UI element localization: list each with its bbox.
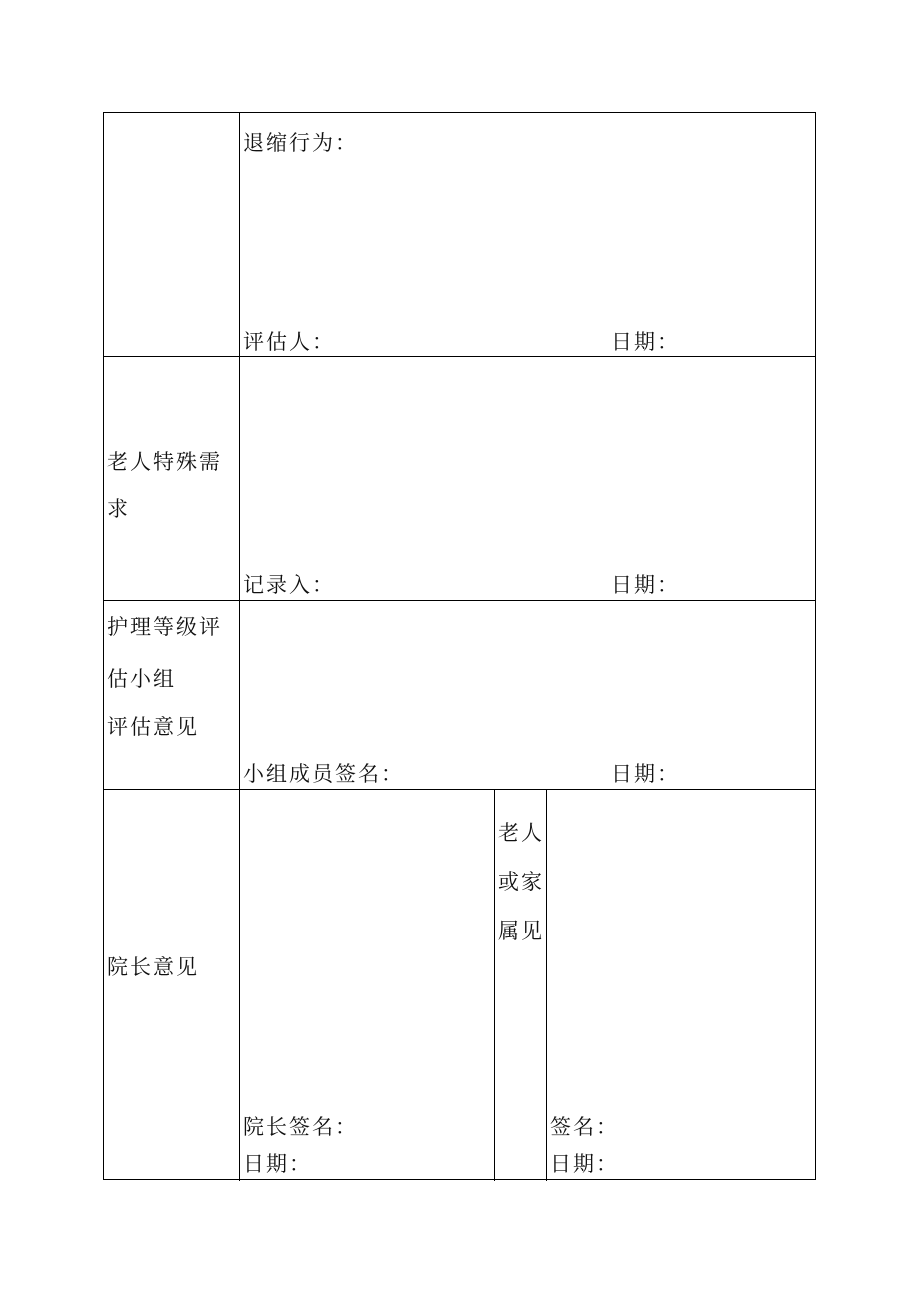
family-opinion-label-line3: 属见 [498,919,544,943]
recorder-signature-label: 记录入： [243,573,335,597]
special-needs-label-line1: 老人特殊需 [107,450,222,474]
family-date-label: 日期： [550,1152,619,1176]
assessment-form-table [103,112,816,1180]
special-needs-date-label: 日期： [611,573,680,597]
family-opinion-label-line1: 老人 [498,821,544,845]
row-divider [104,600,815,601]
row-divider [104,789,815,790]
withdrawal-date-label: 日期： [611,330,680,354]
family-label-column-divider [546,789,547,1181]
director-date-label: 日期： [243,1152,312,1176]
assessor-signature-label: 评估人： [243,330,335,354]
family-opinion-label-line2: 或家 [498,870,544,894]
care-level-date-label: 日期： [611,762,680,786]
row-divider [104,356,815,357]
care-level-label-line2: 估小组 [107,667,176,691]
director-signature-label: 院长签名： [243,1115,358,1139]
member-signature-label: 小组成员签名： [243,762,404,786]
special-needs-label-line2: 求 [107,497,130,521]
director-opinion-label: 院长意见 [107,955,199,979]
withdrawal-behavior-field-label: 退缩行为： [243,131,358,155]
care-level-label-line3: 评估意见 [107,715,199,739]
family-signature-label: 签名： [550,1115,619,1139]
label-column-divider [239,113,240,1181]
director-column-divider [494,789,495,1181]
care-level-label-line1: 护理等级评 [107,615,222,639]
